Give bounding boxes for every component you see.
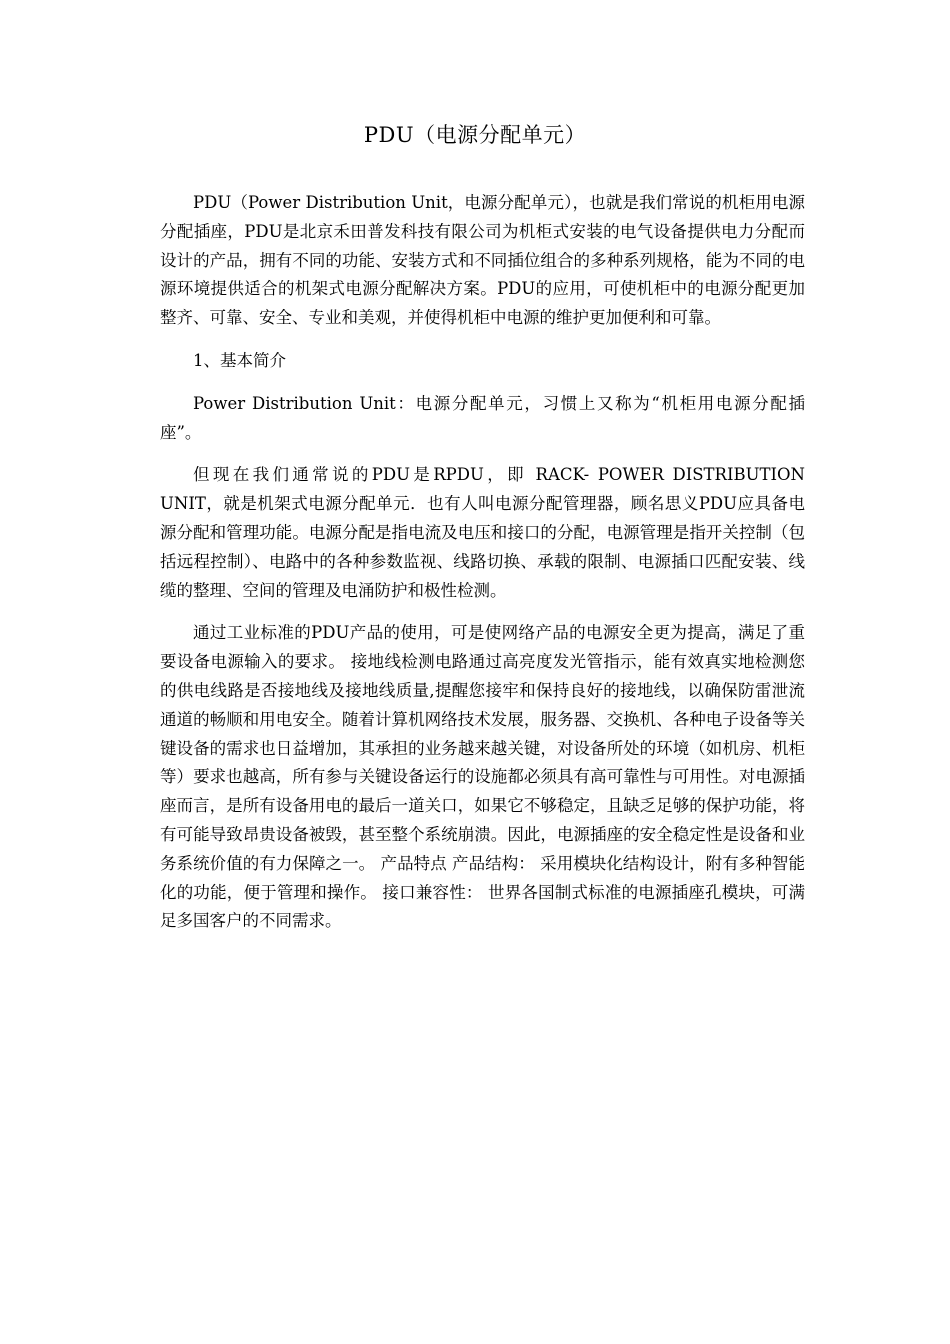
- paragraph-rpdu: 但现在我们通常说的PDU是RPDU，即 RACK- POWER DISTRIBUTION UNIT，就是机架式电源分配单元．也有人叫电源分配管理器，顾名思义PDU应具备电源分配和管理功能。电源分配是指电流及电压和接口的分配，电源管理是指开关控制（包括远程控制）、电路中的各种参数监视、线路切换、承载的限制、电源插口匹配安装、线缆的整理、空间的管理及电涌防护和极性检测。: [160, 465, 805, 600]
- paragraph-usage: 通过工业标准的PDU产品的使用，可是使网络产品的电源安全更为提高，满足了重要设备电源输入的要求。 接地线检测电路通过高亮度发光管指示，能有效真实地检测您的供电线路是否接地线及接地线质量,提醒您接牢和保持良好的接地线，以确保防雷泄流通道的畅顺和用电安全。随着计算机网络技术发展，服务器、交换机、各种电子设备等关键设备的需求也日益增加，其承担的业务越来越关键，对设备所处的环境（如机房、机柜等）要求也越高，所有参与关键设备运行的设施都必须具有高可靠性与可用性。对电源插座而言，是所有设备用电的最后一道关口，如果它不够稳定，且缺乏足够的保护功能，将有可能导致昂贵设备被毁，甚至整个系统崩溃。因此，电源插座的安全稳定性是设备和业务系统价值的有力保障之一。 产品特点 产品结构： 采用模块化结构设计，附有多种智能化的功能，便于管理和操作。 接口兼容性： 世界各国制式标准的电源插座孔模块，可满足多国客户的不同需求。: [160, 623, 805, 931]
- section-heading-basic-intro: 1、基本简介: [193, 350, 286, 370]
- paragraph-intro: PDU（Power Distribution Unit，电源分配单元），也就是我们常说的机柜用电源分配插座，PDU是北京禾田普发科技有限公司为机柜式安装的电气设备提供电力分配而设计的产品，拥有不同的功能、安装方式和不同插位组合的多种系列规格，能为不同的电源环境提供适合的机架式电源分配解决方案。PDU的应用，可使机柜中的电源分配更加整齐、可靠、安全、专业和美观，并使得机柜中电源的维护更加便利和可靠。: [160, 193, 805, 328]
- document-title: PDU（电源分配单元）: [363, 123, 587, 147]
- paragraph-definition: Power Distribution Unit：电源分配单元，习惯上又称为“机柜用电源分配插座”。: [160, 393, 805, 442]
- document-body: [160, 189, 805, 950]
